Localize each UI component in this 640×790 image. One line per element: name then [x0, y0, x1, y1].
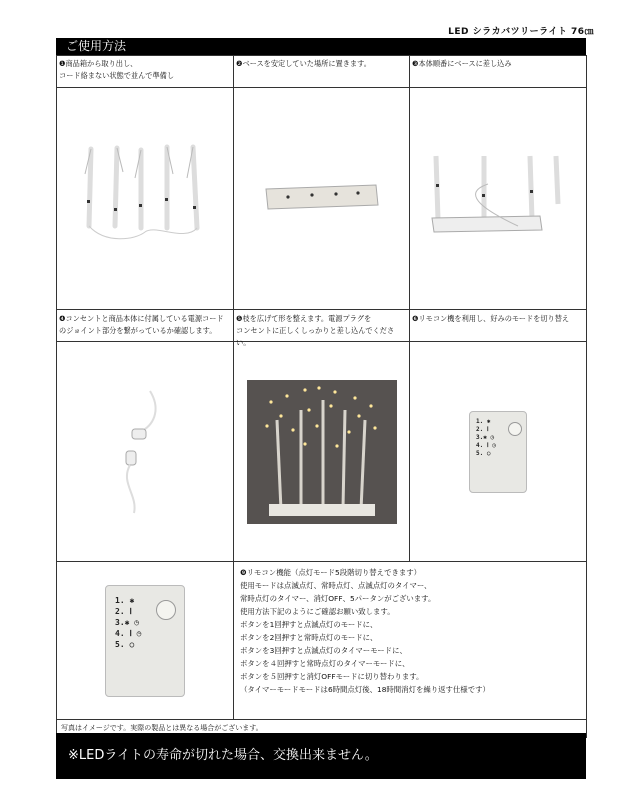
instruction-line-4: 使用方法下記のようにご確認お願い致します。	[240, 607, 395, 616]
base-image	[262, 179, 382, 219]
step-5-caption	[234, 310, 410, 347]
remote-control-large	[105, 585, 185, 697]
step-1-line1: ❶商品箱から取り出し、	[59, 59, 138, 68]
step-4-caption	[57, 310, 234, 342]
step-5-image	[234, 342, 410, 562]
remote-small-label-3: 3.✱ ◷	[476, 433, 495, 441]
remote-control-small	[469, 411, 527, 493]
lit-trees-photo	[247, 380, 397, 524]
step-2-caption	[234, 56, 410, 88]
step-6-line1: ❻リモコン機を利用し、好みのモードを切り替え	[412, 314, 570, 323]
step-1-line2: コード絡まない状態で並んで準備し	[59, 71, 175, 80]
step-5-line1: ❺枝を広げて形を整えます。電源プラグを	[236, 314, 372, 323]
remote-small-label-2: 2. Ⅰ	[476, 425, 489, 433]
image-disclaimer: 写真はイメージです。実際の製品とは異なる場合がございます。	[57, 720, 587, 738]
instruction-grid	[56, 55, 587, 738]
step-1-image	[57, 88, 234, 310]
step-4-line1: ❹コンセントと商品本体に付属している電源コード	[59, 314, 224, 323]
product-title: LED シラカバツリーライト 76㎝	[448, 27, 594, 37]
remote-instructions	[234, 562, 586, 700]
step-3-image	[410, 88, 587, 310]
instruction-line-7: ボタンを3回押すと点滅点灯のタイマーモードに、	[240, 646, 407, 655]
instruction-line-5: ボタンを1回押すと点滅点灯のモードに、	[240, 620, 378, 629]
instruction-line-3: 常時点灯のタイマー、消灯OFF、5パータンがございます。	[240, 594, 436, 603]
remote-small-label-4: 4. Ⅰ ◷	[476, 441, 496, 449]
instruction-line-10: （タイマーモードモードは6時間点灯後、18時間消灯を繰り返す仕様です）	[240, 685, 490, 694]
remote-small-label-1: 1. ✱	[476, 417, 491, 425]
remote-large-button	[156, 600, 176, 620]
step-3-caption	[410, 56, 587, 88]
remote-small-button	[508, 422, 522, 436]
remote-large-label-2: 2. Ⅰ	[115, 606, 132, 616]
remote-large-label-3: 3.✱ ◷	[115, 617, 140, 627]
section-header: ご使用方法	[56, 38, 586, 55]
step-2-image	[234, 88, 410, 310]
step-5-line2: コンセントに正しくしっかりと差し込んでください。	[236, 326, 395, 347]
instruction-line-8: ボタンを４回押すと常時点灯のタイマーモードに、	[240, 659, 410, 668]
power-cord-image	[110, 387, 180, 517]
step-2-line1: ❷ベースを安定していた場所に置きます。	[236, 59, 371, 68]
remote-small-label-5: 5. ○	[476, 449, 491, 457]
assembled-trees-image	[428, 154, 568, 244]
step-4-image	[57, 342, 234, 562]
instruction-line-1: ❾リモコン機能（点灯モード5段階切り替えできます）	[240, 568, 422, 577]
step-3-line1: ❸本体順番にベースに差し込み	[412, 59, 512, 68]
instruction-line-6: ボタンを2回押すと常時点灯のモードに、	[240, 633, 378, 642]
step-6-image	[410, 342, 587, 562]
step-1-caption	[57, 56, 234, 88]
instructions-cell	[234, 562, 587, 720]
step-6-caption	[410, 310, 587, 342]
remote-large-label-5: 5. ○	[115, 639, 135, 649]
birch-branches-image	[75, 144, 215, 254]
led-warning: ※LEDライトの寿命が切れた場合、交換出来ません。	[56, 733, 586, 779]
instruction-line-9: ボタンを５回押すと消灯OFFモードに切り替わります。	[240, 672, 424, 681]
instruction-line-2: 使用モードは点滅点灯、常時点灯、点滅点灯のタイマー、	[240, 581, 432, 590]
step-4-line2: のジョイント部分を繋がっているか確認します。	[59, 326, 217, 335]
remote-image-cell	[57, 562, 234, 720]
remote-large-label-1: 1. ✱	[115, 595, 135, 605]
remote-large-label-4: 4. Ⅰ ◷	[115, 628, 142, 638]
